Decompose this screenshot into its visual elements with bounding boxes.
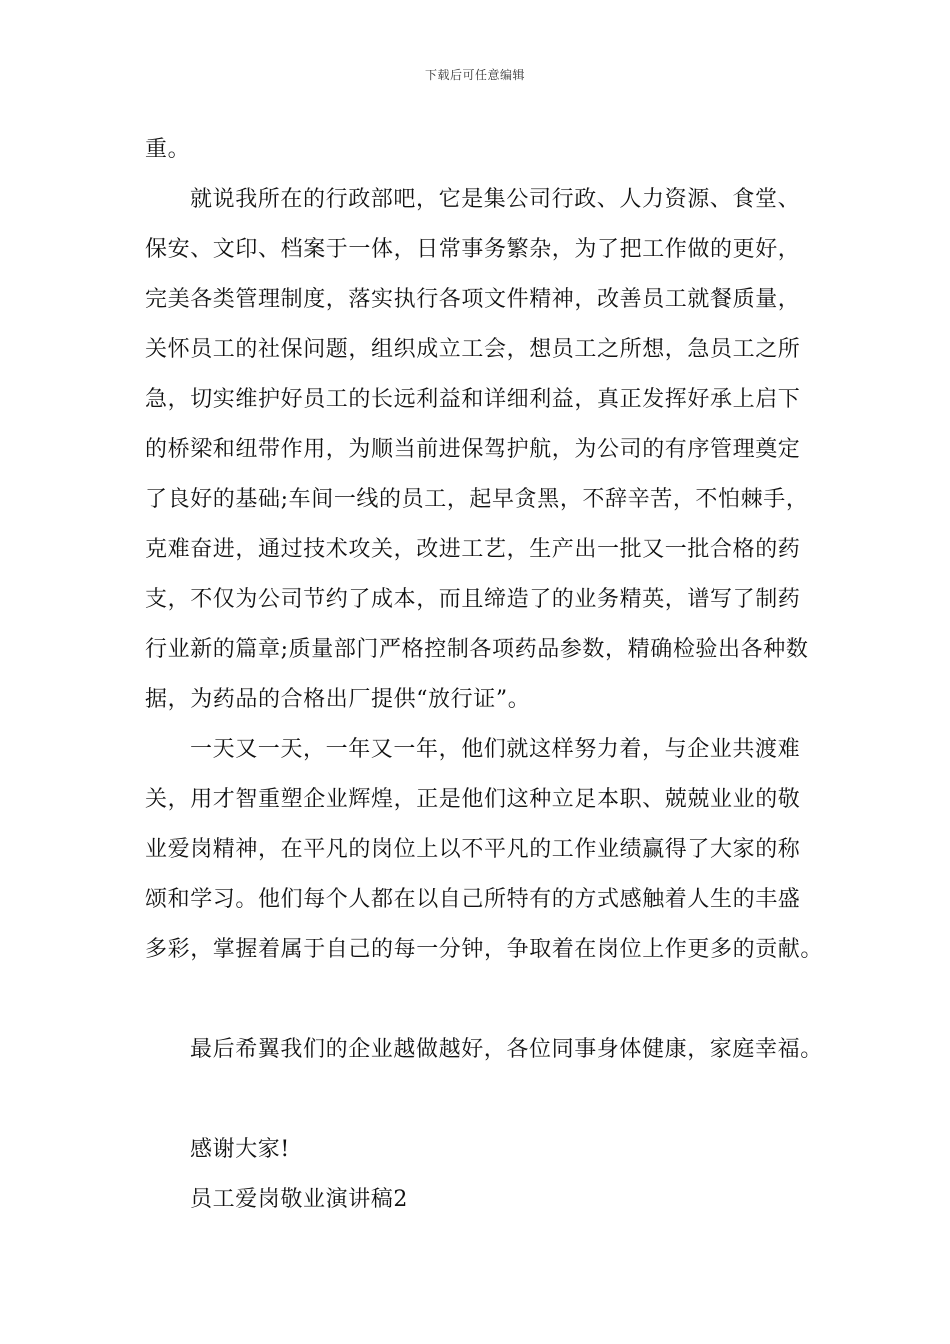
body-line: 了良好的基础;车间一线的员工，起早贪黑，不辞辛苦，不怕棘手，: [145, 487, 809, 512]
body-line: 关，用才智重塑企业辉煌，正是他们这种立足本职、兢兢业业的敬: [145, 787, 801, 812]
body-line: 急，切实维护好员工的长远利益和详细利益，真正发挥好承上启下: [145, 387, 801, 412]
body-line: 就说我所在的行政部吧，它是集公司行政、人力资源、食堂、: [190, 187, 801, 212]
body-line: 一天又一天，一年又一年，他们就这样努力着，与企业共渡难: [190, 737, 801, 762]
page-header: 下载后可任意编辑: [424, 68, 525, 82]
body-line: 完美各类管理制度，落实执行各项文件精神，改善员工就餐质量，: [145, 287, 801, 312]
body-line: 行业新的篇章;质量部门严格控制各项药品参数，精确检验出各种数: [145, 637, 809, 662]
body-line: 保安、文印、档案于一体，日常事务繁杂，为了把工作做的更好，: [145, 237, 801, 262]
body-line: 重。: [145, 137, 191, 162]
next-section-title: 员工爱岗敬业演讲稿2: [190, 1187, 408, 1212]
body-line: 多彩，掌握着属于自己的每一分钟，争取着在岗位上作更多的贡献。: [145, 937, 824, 962]
body-line: 业爱岗精神，在平凡的岗位上以不平凡的工作业绩赢得了大家的称: [145, 837, 801, 862]
body-line: 的桥梁和纽带作用，为顺当前进保驾护航，为公司的有序管理奠定: [145, 437, 801, 462]
body-line: 关怀员工的社保问题，组织成立工会，想员工之所想，急员工之所: [145, 337, 801, 362]
thanks-line: 感谢大家!: [190, 1137, 290, 1162]
body-line: 据，为药品的合格出厂提供“放行证”。: [145, 687, 531, 712]
closing-wish: 最后希翼我们的企业越做越好，各位同事身体健康，家庭幸福。: [190, 1037, 823, 1062]
body-line: 克难奋进，通过技术攻关，改进工艺，生产出一批又一批合格的药: [145, 537, 801, 562]
body-line: 支，不仅为公司节约了成本，而且缔造了的业务精英，谱写了制药: [145, 587, 801, 612]
body-line: 颂和学习。他们每个人都在以自己所特有的方式感触着人生的丰盛: [145, 887, 801, 912]
